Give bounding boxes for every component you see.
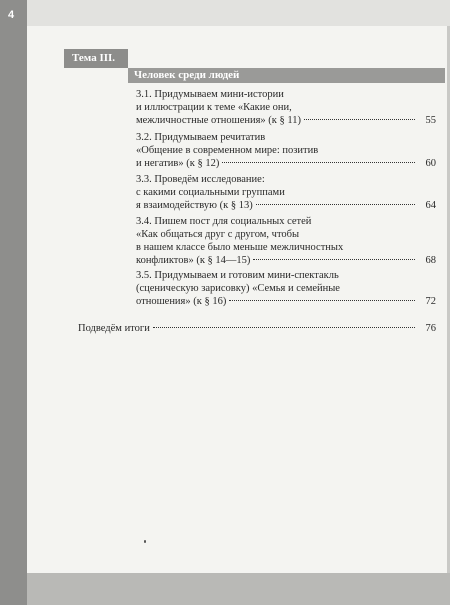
- toc-page-number: 60: [425, 158, 436, 169]
- toc-entry-line: 3.5. Придумываем и готовим мини-спектакль: [136, 270, 339, 281]
- header-band: [27, 0, 450, 26]
- ink-speck: [144, 540, 146, 543]
- dot-leader: [229, 300, 415, 301]
- footer-band: [27, 573, 450, 605]
- toc-entry-line: и иллюстрации к теме «Какие они,: [136, 102, 292, 113]
- dot-leader: [153, 327, 415, 328]
- toc-page-number: 68: [425, 255, 436, 266]
- toc-entry-line: отношения» (к § 16): [136, 296, 227, 307]
- toc-entry-line: 3.2. Придумываем речитатив: [136, 132, 266, 143]
- toc-page-number: 72: [425, 296, 436, 307]
- toc-summary-label: Подведём итоги: [78, 323, 150, 334]
- dot-leader: [304, 119, 415, 120]
- dot-leader: [222, 162, 415, 163]
- toc-entry-line: в нашем классе было меньше межличностных: [136, 242, 344, 253]
- dot-leader: [256, 204, 415, 205]
- page-margin-strip: [0, 0, 27, 605]
- page-number: 4: [8, 9, 15, 21]
- toc-entry-line: я взаимодействую (к § 13): [136, 200, 253, 211]
- toc-entry-line: «Общение в современном мире: позитив: [136, 145, 319, 156]
- toc-entry-line: 3.3. Проведём исследование:: [136, 174, 265, 185]
- toc-entry-3-5[interactable]: [136, 269, 436, 308]
- toc-entry-3-4[interactable]: [136, 215, 436, 267]
- topic-label: Тема III.: [64, 49, 128, 68]
- toc-entry-line: межличностные отношения» (к § 11): [136, 115, 302, 126]
- toc-entry-3-2[interactable]: [136, 131, 436, 170]
- toc-entry-line: с какими социальными группами: [136, 187, 285, 198]
- toc-entry-line: и негатив» (к § 12): [136, 158, 220, 169]
- toc-entry-3-3[interactable]: [136, 173, 436, 212]
- toc-entry-summary[interactable]: [78, 322, 436, 335]
- toc-page-number: 55: [425, 115, 436, 126]
- toc-entry-line: 3.1. Придумываем мини-истории: [136, 89, 284, 100]
- dot-leader: [253, 259, 415, 260]
- toc-page-number: 64: [425, 200, 436, 211]
- toc-entry-3-1[interactable]: [136, 88, 436, 127]
- toc-entry-line: «Как общаться друг с другом, чтобы: [136, 229, 300, 240]
- toc-entry-line: конфликтов» (к § 14—15): [136, 255, 251, 266]
- toc-entry-line: (сценическую зарисовку) «Семья и семейные: [136, 283, 340, 294]
- toc-entry-line: 3.4. Пишем пост для социальных сетей: [136, 216, 312, 227]
- toc-page-number: 76: [425, 323, 436, 334]
- section-title: Человек среди людей: [128, 68, 445, 83]
